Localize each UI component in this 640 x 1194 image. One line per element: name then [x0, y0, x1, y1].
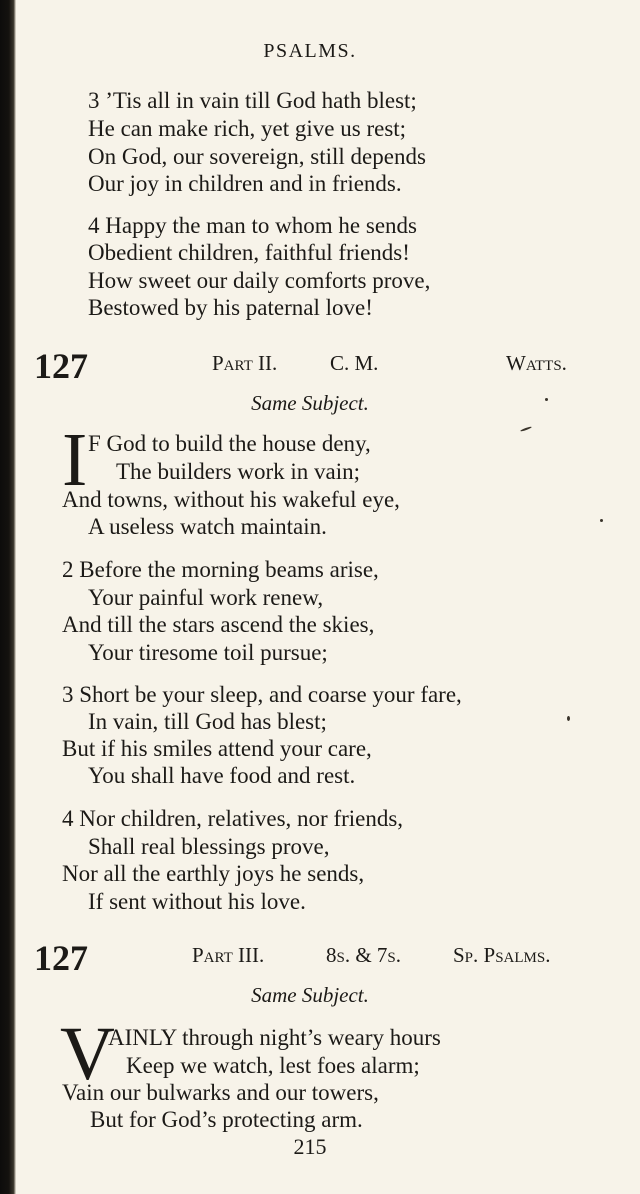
print-speck — [600, 519, 603, 522]
verse-line: In vain, till God has blest; — [88, 709, 327, 734]
verse-line: And towns, without his wakeful eye, — [62, 487, 400, 512]
verse-line: Keep we watch, lest foes alarm; — [126, 1053, 420, 1078]
verse-line: A useless watch maintain. — [88, 514, 327, 539]
hymn-author: Watts. — [506, 351, 567, 375]
verse-line: You shall have food and rest. — [88, 763, 356, 788]
verse-line: Obedient children, faithful friends! — [88, 240, 410, 265]
verse-line: Our joy in children and in friends. — [88, 171, 402, 196]
verse-line: 2 Before the morning beams arise, — [62, 557, 379, 582]
verse-line: Nor all the earthly joys he sends, — [62, 861, 365, 886]
hymn-meter: 8s. & 7s. — [326, 943, 402, 967]
verse-line: He can make rich, yet give us rest; — [88, 116, 407, 141]
hymn-part: Part III. — [192, 943, 265, 967]
verse-line: But if his smiles attend your care, — [62, 736, 372, 761]
verse-line: How sweet our daily comforts prove, — [88, 268, 431, 293]
running-head: PSALMS. — [263, 40, 357, 62]
verse-line: F God to build the house deny, — [88, 431, 371, 456]
verse-line: But for God’s protecting arm. — [90, 1107, 363, 1132]
verse-line: 3 Short be your sleep, and coarse your fare, — [62, 682, 462, 707]
hymn-number: 127 — [34, 346, 88, 386]
print-speck — [520, 426, 532, 432]
drop-cap: I — [62, 418, 88, 502]
verse-line: If sent without his love. — [88, 889, 306, 914]
print-speck — [567, 716, 570, 721]
verse-line: Shall real blessings prove, — [88, 834, 330, 859]
verse-line: The builders work in vain; — [116, 459, 361, 484]
verse-line: 4 Nor children, relatives, nor friends, — [62, 806, 404, 831]
verse-line: 3 ’Tis all in vain till God hath blest; — [88, 88, 417, 113]
hymn-meter: C. M. — [330, 351, 379, 375]
verse-line: On God, our sovereign, still depends — [88, 144, 426, 169]
verse-line: Vain our bulwarks and our towers, — [62, 1080, 379, 1105]
verse-line: Your tiresome toil pursue; — [88, 640, 328, 665]
hymn-part: Part II. — [212, 351, 278, 375]
drop-cap: V — [60, 1012, 115, 1096]
print-speck — [545, 398, 548, 401]
hymn-subtitle: Same Subject. — [251, 391, 369, 415]
hymn-subtitle: Same Subject. — [251, 983, 369, 1007]
verse-line: Bestowed by his paternal love! — [88, 295, 373, 320]
hymn-author: Sp. Psalms. — [453, 943, 551, 967]
verse-line: Your painful work renew, — [88, 585, 324, 610]
verse-line: AINLY through night’s weary hours — [108, 1025, 441, 1050]
hymn-number: 127 — [34, 938, 88, 978]
verse-line: 4 Happy the man to whom he sends — [88, 213, 417, 238]
verse-line: And till the stars ascend the skies, — [62, 612, 375, 637]
page-number: 215 — [293, 1134, 327, 1159]
